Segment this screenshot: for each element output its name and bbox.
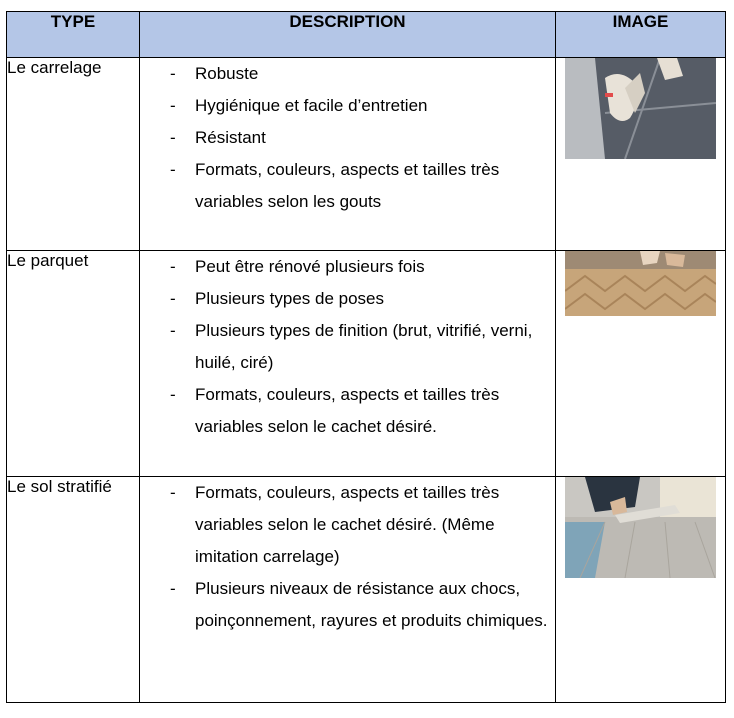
- list-item: - Résistant: [140, 122, 555, 154]
- feature-list: [140, 251, 555, 443]
- list-item: - Formats, couleurs, aspects et tailles très variables selon le cachet désiré. (Même imitation carrelage): [140, 477, 555, 573]
- row-type: Le carrelage: [7, 58, 140, 251]
- list-item: - Plusieurs types de poses: [140, 283, 555, 315]
- row-image-cell: [556, 477, 726, 703]
- laminate-flooring-photo: [565, 477, 716, 578]
- table-row: [7, 58, 726, 251]
- row-description: [140, 251, 556, 477]
- feature-list: [140, 477, 555, 637]
- row-image-cell: [556, 251, 726, 477]
- row-description: [140, 58, 556, 251]
- parquet-herringbone-photo: [565, 251, 716, 316]
- list-item: - Hygiénique et facile d’entretien: [140, 90, 555, 122]
- table-row: [7, 251, 726, 477]
- list-item: - Formats, couleurs, aspects et tailles très variables selon les gouts: [140, 154, 555, 218]
- list-item: - Plusieurs niveaux de résistance aux chocs, poinçonnement, rayures et produits chimiques.: [140, 573, 555, 637]
- tile-laying-photo: [565, 58, 716, 159]
- list-item: - Peut être rénové plusieurs fois: [140, 251, 555, 283]
- header-description: DESCRIPTION: [140, 12, 556, 58]
- flooring-table: [6, 11, 726, 703]
- header-type: TYPE: [7, 12, 140, 58]
- row-type: Le sol stratifié: [7, 477, 140, 703]
- feature-list: [140, 58, 555, 218]
- list-item: - Plusieurs types de finition (brut, vitrifié, verni, huilé, ciré): [140, 315, 555, 379]
- row-type: Le parquet: [7, 251, 140, 477]
- row-description: [140, 477, 556, 703]
- row-image-cell: [556, 58, 726, 251]
- header-row: [7, 12, 726, 58]
- list-item: - Formats, couleurs, aspects et tailles très variables selon le cachet désiré.: [140, 379, 555, 443]
- list-item: - Robuste: [140, 58, 555, 90]
- table-row: [7, 477, 726, 703]
- header-image: IMAGE: [556, 12, 726, 58]
